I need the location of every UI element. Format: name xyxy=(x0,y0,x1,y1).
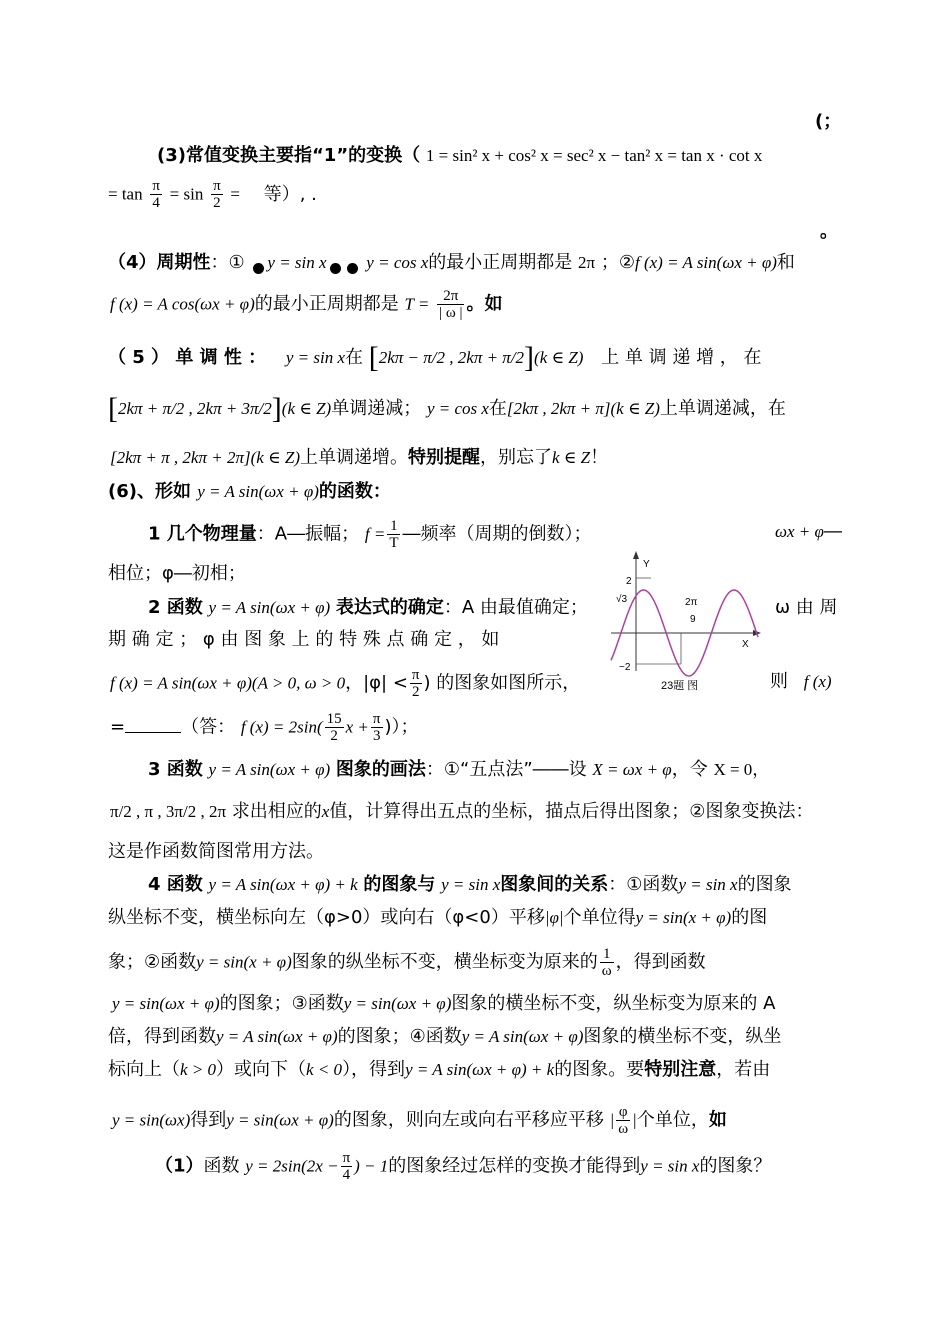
s4-line7b: 的图象，则向左或向右平移应平移 xyxy=(333,1109,604,1131)
p5-int2: 2kπ + π/2 , 2kπ + 3π/2 xyxy=(118,399,272,418)
s4-line3a: 象；②函数 xyxy=(108,951,197,973)
ex1-t3: 的图象？ xyxy=(699,1155,772,1177)
s2-frac: $\frac{\pi}{2}$ xyxy=(411,667,420,700)
dot-mark: 。 xyxy=(820,221,838,242)
s4-line6d: 的图象。要 xyxy=(554,1059,645,1080)
s4-bold1: 的图象与 xyxy=(363,874,436,895)
s3-t5: 这是作函数简图常用方法。 xyxy=(108,841,324,862)
s4-line6e: ，若由 xyxy=(716,1059,771,1080)
p4-t2: ；② xyxy=(600,252,635,273)
s1-line1 xyxy=(148,518,591,551)
s4-f6: y = sin(ωx + φ) xyxy=(112,994,220,1013)
s2-omega: ω 由 周 xyxy=(775,597,838,618)
p5-remind: 特别提醒 xyxy=(408,447,480,468)
p4-line2 xyxy=(110,288,502,321)
tick-neg2: −2 xyxy=(619,662,631,673)
p4-colon: ：① xyxy=(210,252,245,273)
s4-line5a: 倍，得到函数 xyxy=(108,1026,216,1047)
s1-frac: $\frac{1}{T}$ xyxy=(389,518,399,551)
tick-sqrt3: √3 xyxy=(616,594,628,605)
tick-2: 2 xyxy=(626,576,632,587)
p4-t1: 的最小正周期都是 xyxy=(428,252,573,273)
bullet-dot xyxy=(330,263,341,274)
s4-t2: 的图象 xyxy=(737,874,792,895)
s4-t3: 个单位得 xyxy=(563,907,636,928)
p4-t3: 和 xyxy=(776,252,795,273)
s4-t1: ：①函数 xyxy=(608,874,679,895)
s1-phase-f: ωx + φ xyxy=(775,522,824,541)
y-axis-arrow xyxy=(633,551,639,559)
s4-frac: $\frac{1}{\omega}$ xyxy=(601,946,612,979)
s3-x: x xyxy=(321,802,330,821)
annot-9: 9 xyxy=(690,614,696,625)
p5-f2: y = cos x xyxy=(426,399,489,418)
s2-ansf: f (x) = 2sin( xyxy=(240,717,323,737)
s3-f: y = A sin(ωx + φ) xyxy=(208,760,331,779)
s4-line7: y = sin(ωx)得到y = sin(ωx + φ)的图象，则向左或向右平移应平移 | $\frac{\varphi}{\omega}$ |个单位，如 xyxy=(112,1104,727,1137)
p5-kz: (k ∈ Z) xyxy=(250,448,300,467)
s4-ru: 如 xyxy=(708,1109,727,1131)
s2-plus: x + xyxy=(345,717,369,737)
p5-label: （ 5 ） 单 调 性 ： xyxy=(108,347,267,368)
s4-line6c: ），得到 xyxy=(342,1059,406,1080)
s4-line6b: ）或向下（ xyxy=(216,1059,307,1080)
s3-t3: 求出相应的 xyxy=(231,801,322,822)
p4-line1 xyxy=(108,251,795,275)
p4-f2: y = cos x xyxy=(366,253,429,272)
s2-then-text: 则 xyxy=(770,671,788,692)
s3-t2: ，令 xyxy=(671,759,708,780)
p4-t5: 。如 xyxy=(466,293,503,315)
s2-f2: f (x) = A sin(ωx + φ)(A > 0, ω > 0 xyxy=(110,673,346,693)
bullet-dot xyxy=(253,263,264,274)
ex1-f2: y = sin x xyxy=(640,1156,700,1176)
bracket-left: [ xyxy=(368,341,379,374)
p3-label: (3)常值变换主要指“1”的变换（ xyxy=(157,145,421,166)
s2-f: y = A sin(ωx + φ) xyxy=(208,598,331,617)
ex1-frac: $\frac{\pi}{4}$ xyxy=(342,1150,351,1183)
p4-f4: f (x) = A cos(ωx + φ) xyxy=(110,294,255,314)
p3-eq: = xyxy=(230,184,240,204)
s3-t4: 值，计算得出五点的坐标，描点后得出图象；②图象变换法： xyxy=(329,801,814,822)
s2-t1: ：A 由最值确定； xyxy=(443,597,588,618)
p5-int1: 2kπ − π/2 , 2kπ + π/2 xyxy=(378,348,525,367)
s4-f3: y = sin x xyxy=(678,875,738,894)
s4-kneg: k < 0 xyxy=(306,1060,343,1079)
s2-line4 xyxy=(110,711,419,744)
s4-line5c: 图象的横坐标不变，纵坐 xyxy=(583,1026,782,1047)
p3-tan: = tan xyxy=(108,184,143,204)
ex1-line xyxy=(155,1150,771,1183)
s3-X0: X = 0， xyxy=(713,760,770,779)
p5-line2 xyxy=(108,392,786,425)
p5-kz2: k ∈ Z xyxy=(552,448,591,467)
s1-line2 xyxy=(108,562,246,586)
ex1-t2: 的图象经过怎样的变换才能得到 xyxy=(388,1155,641,1177)
p6-tail: 的函数： xyxy=(318,481,391,502)
s4-f: y = A sin(ωx + φ) + k xyxy=(208,875,358,894)
s2-line2 xyxy=(108,628,499,652)
p6-line xyxy=(108,480,391,504)
s4-f12: y = sin(ωx + φ) xyxy=(226,1110,334,1130)
s4-f7: y = sin(ωx + φ) xyxy=(343,994,452,1013)
s4-line4b: 图象的横坐标不变，纵坐标变为原来的 A xyxy=(451,993,776,1014)
s2-line3 xyxy=(110,667,580,700)
s2-t2: 期 确 定 ； φ 由 图 象 上 的 特 殊 点 确 定 ， 如 xyxy=(108,629,500,650)
p5-kz: (k ∈ Z) xyxy=(534,348,584,367)
s2-close: )）； xyxy=(384,716,419,738)
bullet-dot xyxy=(347,263,358,274)
s4-line3 xyxy=(108,946,706,979)
s2-then xyxy=(770,670,832,694)
annot-2pi: 2π xyxy=(685,597,698,608)
s4-line2-text: 纵坐标不变，横坐标向左（φ>0）或向右（φ<0）平移 xyxy=(108,907,545,928)
p5-f1: y = sin x xyxy=(285,348,346,367)
graph-caption: 23题 图 xyxy=(661,680,699,692)
s4-line4 xyxy=(112,992,775,1016)
p3-line2 xyxy=(108,178,317,211)
p5-down: 单调递减； xyxy=(331,398,422,419)
s4-attention: 特别注意 xyxy=(644,1059,717,1080)
s4-f4: y = sin(x + φ) xyxy=(635,908,732,927)
s1-t1: ：A―振幅； xyxy=(256,523,360,545)
s4-line5 xyxy=(108,1025,781,1049)
s4-f8: y = A sin(ωx + φ) xyxy=(216,1027,338,1046)
p4-t4: 的最小正周期都是 xyxy=(254,293,399,315)
s4-line3c: ，得到函数 xyxy=(615,951,706,973)
ex1-ftail: ) − 1 xyxy=(354,1156,389,1176)
s4-frac2: $\frac{\varphi}{\omega}$ xyxy=(618,1104,629,1137)
s4-line1 xyxy=(148,873,792,897)
p5-zai: 在 xyxy=(345,347,364,368)
s2-bold: 表达式的确定 xyxy=(335,597,444,618)
bracket-right: ] xyxy=(271,392,282,425)
s1-f: f = xyxy=(364,524,386,544)
p5-zai2: 在 xyxy=(488,398,507,419)
s2-fx: f (x) xyxy=(803,672,832,691)
s4-line6a: 标向上（ xyxy=(108,1059,180,1080)
p3-frac2: $\frac{\pi}{2}$ xyxy=(213,178,221,211)
p6-f: y = A sin(ωx + φ) xyxy=(197,482,319,501)
s1-phase xyxy=(775,520,842,544)
s3-t1: ：①“五点法”――设 xyxy=(425,759,587,780)
x-axis-label: X xyxy=(742,639,749,650)
s4-line7c: 个单位， xyxy=(636,1109,709,1131)
y-axis-label: Y xyxy=(643,559,650,570)
ex1-t1: 函数 xyxy=(203,1155,240,1177)
p4-f1: y = sin x xyxy=(267,253,327,272)
s4-absphi: |φ| xyxy=(544,908,564,927)
s4-label: 4 函数 xyxy=(148,874,203,895)
s4-line3b: 图象的纵坐标不变，横坐标变为原来的 xyxy=(291,951,598,973)
p5-up2: 上单调递增。 xyxy=(300,447,408,468)
s2-frac3: $\frac{\pi}{3}$ xyxy=(372,711,381,744)
p6-label: (6)、形如 xyxy=(108,481,191,502)
s3-X: X = ωx + φ xyxy=(592,760,672,779)
p4-T: T = xyxy=(404,294,430,314)
ex1-f: y = 2sin(2x − xyxy=(245,1156,339,1176)
bracket-right: ] xyxy=(524,341,535,374)
p4-frac: $\frac{2\pi}{| \omega |}$ xyxy=(439,288,463,321)
s4-f9: y = A sin(ωx + φ) xyxy=(461,1027,584,1046)
s2-line1 xyxy=(148,596,588,620)
p4-label: （4）周期性 xyxy=(108,252,211,273)
s1-dash: ― xyxy=(823,521,842,542)
s2-ans: （答： xyxy=(181,716,236,738)
s1-t2: ―频率（周期的倒数）； xyxy=(402,523,592,545)
p5-int3: [2kπ , 2kπ + π] xyxy=(506,399,611,418)
s3-pts: π/2 , π , 3π/2 , 2π xyxy=(110,802,227,821)
s1-t3: 相位；φ―初相； xyxy=(108,563,246,584)
p5-forget: ，别忘了 xyxy=(480,447,552,468)
s4-line4a: 的图象；③函数 xyxy=(219,993,344,1014)
p4-f3: f (x) = A sin(ωx + φ) xyxy=(634,253,777,272)
p5-up: 上 单 调 递 增 ， 在 xyxy=(601,347,762,368)
ex1-label: （1） xyxy=(155,1155,204,1177)
p3-frac1: $\frac{\pi}{4}$ xyxy=(152,178,160,211)
s4-line7a: 得到 xyxy=(190,1109,227,1131)
p5-kz: (k ∈ Z) xyxy=(281,399,332,418)
p5-excl: ！ xyxy=(590,447,609,468)
bracket-left: [ xyxy=(108,392,118,425)
s2-t3: ，|φ| < xyxy=(345,672,408,694)
s4-t4: 的图 xyxy=(731,907,768,928)
s4-f11: y = sin(ωx) xyxy=(112,1110,191,1130)
p3-tail: 等）, . xyxy=(263,183,317,205)
p3-formula: 1 = sin² x + cos² x = sec² x − tan² x = tan x · cot x xyxy=(425,146,763,165)
s4-line6 xyxy=(108,1058,770,1082)
s1-label: 1 几个物理量 xyxy=(148,523,257,545)
p5-line3 xyxy=(110,446,608,470)
s2-frac2: $\frac{15}{2}$ xyxy=(326,711,342,744)
s3-line2 xyxy=(110,800,813,824)
sine-graph-figure xyxy=(603,549,763,697)
p5-kz: (k ∈ Z) xyxy=(610,399,660,418)
s4-f2: y = sin x xyxy=(441,875,501,894)
s4-f5: y = sin(x + φ) xyxy=(196,952,292,972)
s2-t4: ) 的图象如图所示， xyxy=(423,672,581,694)
s3-line1 xyxy=(148,758,769,782)
s4-kpos: k > 0 xyxy=(180,1060,217,1079)
p5-int4: [2kπ + π , 2kπ + 2π] xyxy=(110,448,251,467)
p5-line1 xyxy=(108,341,762,374)
s2-label: 2 函数 xyxy=(148,597,203,618)
answer-blank xyxy=(125,716,181,733)
s3-bold: 图象的画法 xyxy=(335,759,426,780)
s4-bold2: 图象间的关系 xyxy=(500,874,609,895)
s3-label: 3 函数 xyxy=(148,759,203,780)
s4-f10: y = A sin(ωx + φ) + k xyxy=(405,1060,555,1079)
p5-down2: 上单调递减，在 xyxy=(659,398,786,419)
p3-line1 xyxy=(157,144,762,168)
s3-line3 xyxy=(108,840,324,864)
p3-sin: = sin xyxy=(169,184,204,204)
p4-period: 2π xyxy=(578,253,596,272)
s2-eq: = xyxy=(110,716,126,738)
s4-line2 xyxy=(108,906,767,930)
corner-mark: (； xyxy=(815,111,842,132)
s4-line5b: 的图象；④函数 xyxy=(337,1026,462,1047)
